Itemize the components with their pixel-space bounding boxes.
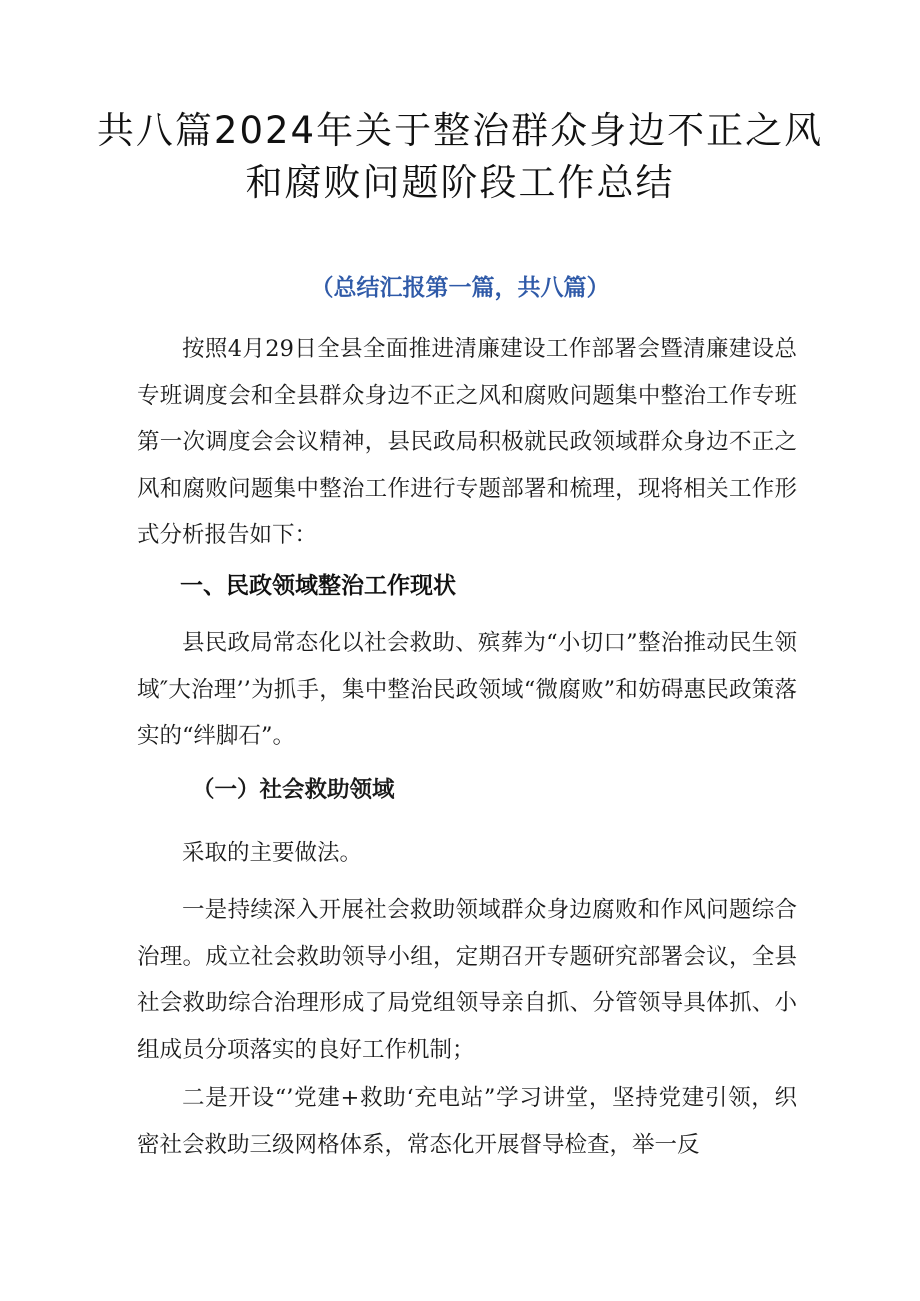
paragraph-intro: 按照4月29日全县全面推进清廉建设工作部署会暨清廉建设总专班调度会和全县群众身边不正之风和腐败问题集中整治工作专班第一次调度会会议精神，县民政局积极就民政领域群众身边不正之风和腐败问题集中整治工作进行专题部署和梳理，现将相关工作形式分析报告如下： [137,336,797,548]
paragraph-method-2: 二是开设“’党建+救助‘充电站”学习讲堂，坚持党建引领，织密社会救助三级网格体系，常态化开展督导检查，举一反 [137,1085,797,1158]
paragraph-methods-intro: 采取的主要做法。 [182,840,363,866]
document-title-line1: 共八篇2024年关于整治群众身边不正之风 [96,109,824,152]
section-heading-1: 一、民政领域整治工作现状 [180,573,456,599]
document-title-line2: 和腐败问题阶段工作总结 [245,161,675,204]
subsection-heading-1: （一）社会救助领域 [192,777,395,803]
paragraph-status: 县民政局常态化以社会救助、殡葬为“小切口”整治推动民生领域″大治理’’为抓手，集中整治民政领域“微腐败”和妨碍惠民政策落实的“绊脚石”。 [137,630,797,749]
document-subtitle: （总结汇报第一篇，共八篇） [310,275,610,301]
paragraph-method-1: 一是持续深入开展社会救助领域群众身边腐败和作风问题综合治理。成立社会救助领导小组，定期召开专题研究部署会议，全县社会救助综合治理形成了局党组领导亲自抓、分管领导具体抓、小组成员分项落实的良好工作机制； [137,897,797,1063]
